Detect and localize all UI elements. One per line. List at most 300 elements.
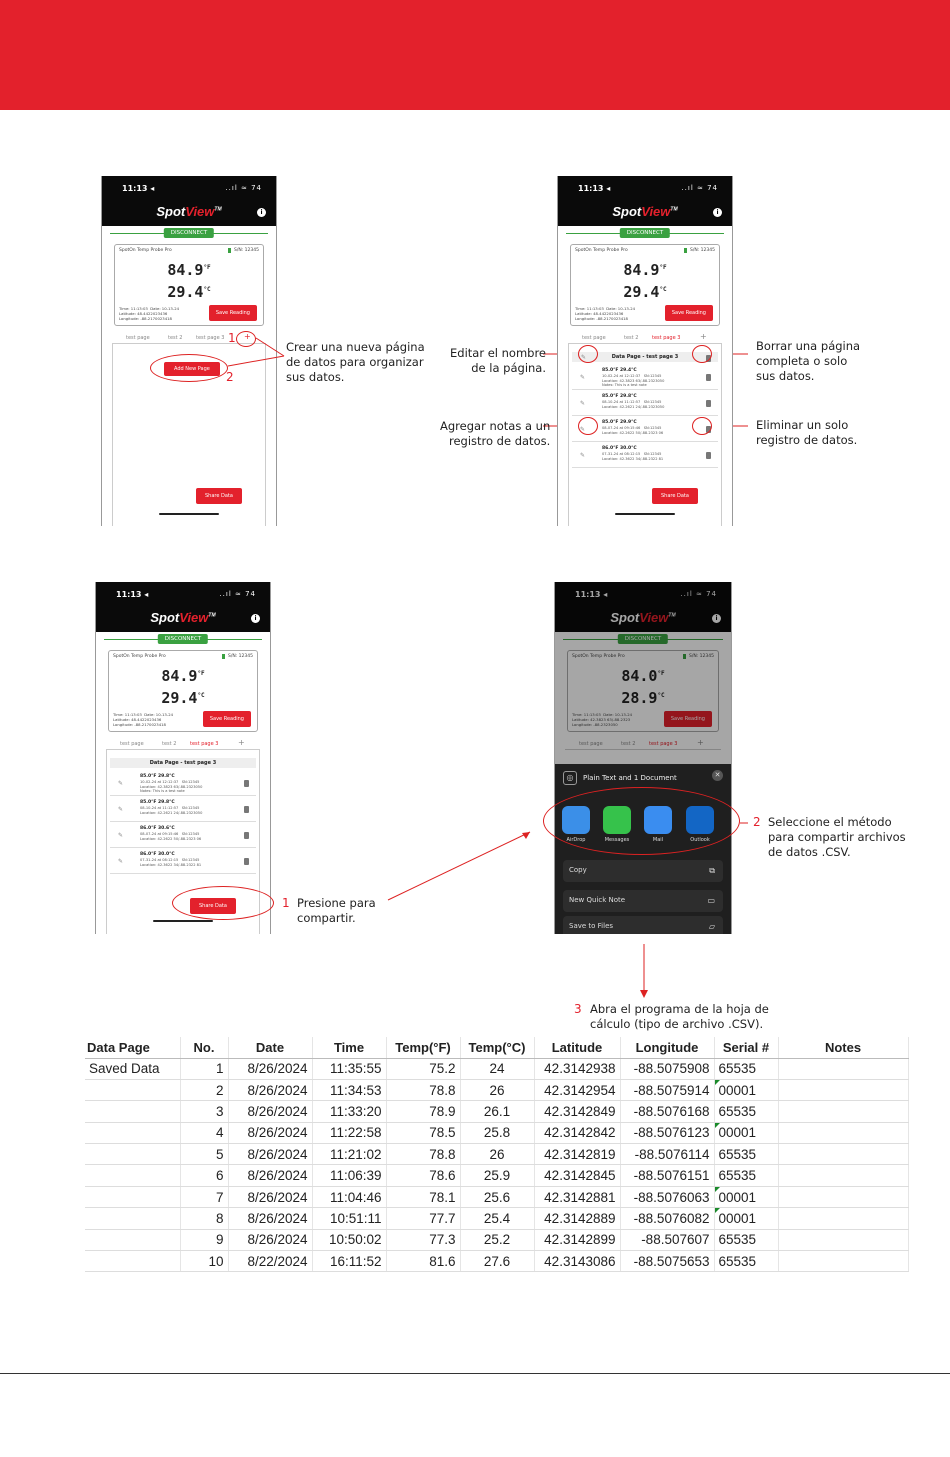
app-label: Outlook [690, 837, 710, 843]
highlight-ring [236, 331, 256, 347]
note-icon: ▭ [707, 896, 715, 905]
table-cell[interactable]: 00001 [714, 1122, 778, 1143]
quick-note-action[interactable] [563, 890, 723, 912]
row-temps: 85.0°F 29.4°C [602, 368, 637, 373]
status-time: 11:13 ◂ [116, 590, 149, 599]
save-reading-button[interactable]: Save Reading [665, 305, 713, 321]
table-row [85, 1208, 908, 1229]
table-cell[interactable]: 78.8 [386, 1144, 460, 1165]
table-cell[interactable] [778, 1186, 908, 1207]
phone-header [102, 176, 276, 226]
spotview-logo [156, 204, 221, 219]
table-row [85, 1229, 908, 1250]
col-header: Serial # [714, 1037, 778, 1058]
table-cell[interactable] [85, 1101, 180, 1122]
data-page-title[interactable]: Data Page - test page 3 [572, 352, 718, 362]
row-temps: 86.0°F 30.0°C [602, 446, 637, 451]
table-cell[interactable] [778, 1229, 908, 1250]
page-tabs [568, 332, 722, 344]
trash-icon[interactable] [706, 452, 711, 459]
reading-meta: Time: 11:13:03 Date: 10-13-24 Latitude: 42.3823 63/-88.2323 Longitude: -88.2323050 [572, 712, 633, 727]
share-sheet-title: Plain Text and 1 Document [583, 774, 677, 782]
table-cell[interactable]: 8/26/2024 [228, 1229, 312, 1250]
table-cell[interactable]: 24 [460, 1058, 534, 1079]
temp-f-unit: °F [203, 264, 211, 271]
table-cell[interactable]: 8/22/2024 [228, 1251, 312, 1272]
list-item [572, 366, 718, 390]
table-cell[interactable]: 8/26/2024 [228, 1079, 312, 1100]
table-cell[interactable]: 42.3142954 [534, 1079, 620, 1100]
tab-test-2[interactable]: test 2 [624, 335, 639, 341]
temp-f-value: 84.9 [167, 261, 204, 279]
status-icons: ..ıl ≈ 74 [681, 184, 718, 192]
disconnect-button[interactable]: DISCONNECT [158, 634, 208, 644]
tab-test-page-3[interactable]: test page 3 [190, 741, 219, 747]
table-cell[interactable] [85, 1186, 180, 1207]
serial-number: S/N: 12345 [228, 248, 259, 253]
logo-view: View [179, 610, 209, 625]
copy-icon: ⧉ [709, 866, 715, 875]
col-header: No. [180, 1037, 228, 1058]
temp-c-unit: °C [657, 692, 665, 699]
table-cell[interactable]: 78.6 [386, 1165, 460, 1186]
temp-f-unit: °F [657, 670, 665, 677]
reading-meta: Time: 11:13:03 Date: 10-13-24 Latitude: 48.4422023436 Longitude: -88.2170023418 [113, 712, 174, 727]
data-area [568, 344, 722, 526]
table-cell[interactable]: Saved Data [85, 1058, 180, 1079]
callout-add-notes: Agregar notas a un registro de datos. [440, 419, 551, 448]
probe-name: SpotOn Temp Probe Pro [119, 248, 172, 253]
temp-f-value: 84.9 [161, 667, 198, 685]
dim-overlay [555, 582, 731, 764]
table-cell[interactable]: 00001 [714, 1186, 778, 1207]
table-cell[interactable] [778, 1079, 908, 1100]
table-row [85, 1058, 908, 1079]
info-icon[interactable]: i [713, 208, 722, 217]
logo-view: View [185, 204, 215, 219]
serial-number: S/N: 12345 [222, 654, 253, 659]
table-cell[interactable]: 26 [460, 1144, 534, 1165]
serial-number: S/N: 12345 [683, 654, 714, 659]
tab-test-page-3[interactable]: test page 3 [196, 335, 225, 341]
logo-spot: Spot [610, 610, 640, 625]
table-cell[interactable]: 78.5 [386, 1122, 460, 1143]
highlight-ring [543, 787, 740, 855]
logo-tm: TM [668, 612, 676, 619]
temp-f-unit: °F [197, 670, 205, 677]
highlight-ring [578, 417, 598, 435]
trash-icon[interactable] [706, 400, 711, 407]
step-number: 2 [753, 815, 761, 829]
table-cell[interactable]: 8/26/2024 [228, 1101, 312, 1122]
tab-test-page[interactable]: test page [126, 335, 150, 341]
col-header: Temp(°C) [460, 1037, 534, 1058]
logo-view: View [641, 204, 671, 219]
csv-spreadsheet [85, 1037, 909, 1272]
document-icon: ◎ [563, 771, 577, 785]
table-cell[interactable]: 9 [180, 1229, 228, 1250]
row-details: 10-02-24 at 12:12:37 SN:12345 Location: 42.3823 63/-88.2323050 Notes: This is a test note [602, 374, 665, 387]
table-cell[interactable]: 8 [180, 1208, 228, 1229]
note-icon[interactable]: ✎ [118, 806, 124, 813]
list-item [110, 824, 256, 848]
data-page-title[interactable]: Data Page - test page 3 [110, 758, 256, 768]
col-header: Time [312, 1037, 386, 1058]
table-cell[interactable]: 65535 [714, 1229, 778, 1250]
trash-icon[interactable] [244, 858, 249, 865]
add-tab-icon[interactable]: + [697, 738, 704, 747]
table-cell[interactable]: 26 [460, 1079, 534, 1100]
callout-press-share: Presione para compartir. [297, 896, 376, 925]
col-header: Latitude [534, 1037, 620, 1058]
row-details: 07-31-24 at 08:12:15 SN:12345 Location: 42.3622 34/-88.2322 81 [140, 858, 202, 867]
temp-fahrenheit [161, 667, 204, 685]
action-label: New Quick Note [569, 896, 626, 904]
table-cell[interactable]: 11:33:20 [312, 1101, 386, 1122]
table-cell[interactable]: 8/26/2024 [228, 1165, 312, 1186]
step-number: 1 [228, 331, 236, 345]
col-header: Date [228, 1037, 312, 1058]
callout-delete-page: Borrar una página completa o solo sus datos. [756, 339, 861, 383]
table-row [85, 1186, 908, 1207]
table-cell[interactable] [85, 1229, 180, 1250]
table-cell[interactable]: 6 [180, 1165, 228, 1186]
table-cell[interactable]: -88.5076168 [620, 1101, 714, 1122]
note-icon[interactable]: ✎ [580, 400, 586, 407]
col-header: Data Page [85, 1037, 180, 1058]
table-cell[interactable]: 3 [180, 1101, 228, 1122]
phone-screenshot-share [95, 582, 271, 934]
tab-test-2[interactable]: test 2 [162, 741, 177, 747]
table-cell[interactable]: 11:06:39 [312, 1165, 386, 1186]
row-details: 08-10-24 at 11:12:57 SN:12345 Location: 42.2621 24/-88.2323050 [602, 400, 665, 409]
header-band [0, 0, 950, 110]
probe-name: SpotOn Temp Probe Pro [572, 654, 625, 659]
table-row [85, 1251, 908, 1272]
add-tab-icon[interactable]: + [244, 332, 251, 341]
table-cell[interactable]: -88.5076123 [620, 1122, 714, 1143]
table-cell[interactable] [778, 1165, 908, 1186]
table-cell[interactable]: 8/26/2024 [228, 1208, 312, 1229]
add-tab-icon[interactable]: + [238, 738, 245, 747]
list-item [572, 392, 718, 416]
app-label: Messages [604, 837, 630, 843]
logo-spot: Spot [156, 204, 186, 219]
page-tabs [106, 738, 260, 750]
note-icon[interactable]: ✎ [580, 374, 586, 381]
callout-edit-name: Editar el nombre de la página. [450, 346, 547, 375]
table-cell[interactable]: 65535 [714, 1144, 778, 1165]
table-cell[interactable]: 42.3142842 [534, 1122, 620, 1143]
step-number: 3 [574, 1002, 582, 1016]
phone-header [96, 582, 270, 632]
table-cell[interactable]: 42.3142819 [534, 1144, 620, 1165]
temp-c-unit: °C [659, 286, 667, 293]
col-header: Notes [778, 1037, 908, 1058]
note-icon[interactable]: ✎ [118, 832, 124, 839]
table-cell[interactable]: 75.2 [386, 1058, 460, 1079]
disconnect-button[interactable]: DISCONNECT [618, 634, 668, 644]
table-cell[interactable]: -88.5076114 [620, 1144, 714, 1165]
table-cell[interactable]: 8/26/2024 [228, 1058, 312, 1079]
table-cell[interactable]: 8/26/2024 [228, 1144, 312, 1165]
add-new-page-button[interactable]: Add New Page [164, 362, 220, 376]
table-cell[interactable] [778, 1122, 908, 1143]
table-row [85, 1144, 908, 1165]
table-cell[interactable] [85, 1079, 180, 1100]
table-cell[interactable]: 00001 [714, 1208, 778, 1229]
table-cell[interactable] [778, 1251, 908, 1272]
reading-card [570, 244, 720, 326]
reading-meta: Time: 11:13:03 Date: 10-13-24 Latitude: 48.4422023436 Longitude: -88.2170023418 [575, 306, 636, 321]
table-cell[interactable]: 25.4 [460, 1208, 534, 1229]
highlight-ring [692, 345, 712, 363]
row-details: 08-07-24 at 09:15:46 SN:12345 Location: 42.2622 50/-88.2323 06 [602, 426, 664, 435]
info-icon[interactable]: i [251, 614, 260, 623]
row-temps: 85.0°F 29.8°C [140, 774, 175, 779]
tab-test-page-3[interactable]: test page 3 [652, 335, 681, 341]
temp-f-value: 84.9 [623, 261, 660, 279]
trash-icon[interactable] [244, 780, 249, 787]
copy-action[interactable] [563, 860, 723, 882]
highlight-ring [150, 354, 228, 382]
logo-tm: TM [670, 206, 678, 213]
table-cell[interactable]: 11:34:53 [312, 1079, 386, 1100]
temp-fahrenheit [167, 261, 210, 279]
table-cell[interactable]: 11:22:58 [312, 1122, 386, 1143]
table-cell[interactable]: 78.8 [386, 1079, 460, 1100]
table-cell[interactable]: 65535 [714, 1251, 778, 1272]
table-cell[interactable]: 1 [180, 1058, 228, 1079]
table-cell[interactable] [85, 1122, 180, 1143]
table-cell[interactable] [85, 1165, 180, 1186]
table-cell[interactable] [778, 1101, 908, 1122]
status-icons: ..ıl ≈ 74 [219, 590, 256, 598]
table-cell[interactable] [85, 1251, 180, 1272]
temp-f-unit: °F [659, 264, 667, 271]
edit-icon[interactable]: ✎ [581, 354, 587, 361]
highlight-ring [692, 417, 712, 435]
trash-icon[interactable] [706, 374, 711, 381]
action-label: Save to Files [569, 922, 614, 930]
home-indicator [615, 513, 675, 515]
logo-tm: TM [214, 206, 222, 213]
temp-celsius [623, 283, 666, 301]
table-cell[interactable]: 25.2 [460, 1229, 534, 1250]
trash-icon[interactable] [244, 832, 249, 839]
table-cell[interactable]: 8/26/2024 [228, 1122, 312, 1143]
status-time: 11:13 ◂ [578, 184, 611, 193]
footer-rule [0, 1373, 950, 1374]
row-details: 07-31-24 at 08:12:15 SN:12345 Location: 42.3622 34/-88.2322 81 [602, 452, 664, 461]
save-reading-button[interactable]: Save Reading [209, 305, 257, 321]
row-temps: 85.0°F 29.9°C [602, 420, 637, 425]
tab-test-page[interactable]: test page [120, 741, 144, 747]
list-item [110, 850, 256, 874]
phone-screenshot-add-page [101, 176, 277, 526]
table-cell[interactable]: 10 [180, 1251, 228, 1272]
table-cell[interactable]: 77.7 [386, 1208, 460, 1229]
reading-card [108, 650, 258, 732]
probe-name: SpotOn Temp Probe Pro [575, 248, 628, 253]
table-row [85, 1122, 908, 1143]
list-item [110, 772, 256, 796]
close-icon[interactable]: ✕ [712, 770, 723, 781]
table-cell[interactable]: 42.3142899 [534, 1229, 620, 1250]
table-cell[interactable] [778, 1208, 908, 1229]
callout-open-spreadsheet: Abra el programa de la hoja de cálculo (tipo de archivo .CSV). [590, 1002, 769, 1031]
table-cell[interactable]: 65535 [714, 1058, 778, 1079]
probe-name: SpotOn Temp Probe Pro [113, 654, 166, 659]
table-cell[interactable]: 65535 [714, 1165, 778, 1186]
table-cell[interactable]: 11:21:02 [312, 1144, 386, 1165]
table-cell[interactable]: 11:35:55 [312, 1058, 386, 1079]
share-data-button[interactable]: Share Data [196, 488, 242, 504]
status-time: 11:13 ◂ [575, 590, 608, 599]
disconnect-button[interactable]: DISCONNECT [164, 228, 214, 238]
row-temps: 86.0°F 30.6°C [140, 826, 175, 831]
temp-fahrenheit [623, 261, 666, 279]
info-icon[interactable]: i [257, 208, 266, 217]
table-row [85, 1165, 908, 1186]
spotview-logo [150, 610, 215, 625]
table-cell[interactable]: 26.1 [460, 1101, 534, 1122]
phone-header [558, 176, 732, 226]
table-cell[interactable]: 42.3143086 [534, 1251, 620, 1272]
status-icons: ..ıl ≈ 74 [680, 590, 717, 598]
temp-c-value: 28.9 [621, 689, 658, 707]
highlight-ring [578, 345, 598, 363]
table-cell[interactable]: 10:51:11 [312, 1208, 386, 1229]
action-label: Copy [569, 866, 587, 874]
table-cell[interactable]: 7 [180, 1186, 228, 1207]
table-cell[interactable]: 27.6 [460, 1251, 534, 1272]
callout-create-page: Crear una nueva página de datos para organizar sus datos. [286, 340, 425, 384]
table-cell[interactable]: 77.3 [386, 1229, 460, 1250]
table-cell[interactable]: 16:11:52 [312, 1251, 386, 1272]
note-icon[interactable]: ✎ [118, 858, 124, 865]
status-time: 11:13 ◂ [122, 184, 155, 193]
table-cell[interactable]: 11:04:46 [312, 1186, 386, 1207]
table-cell[interactable]: 10:50:02 [312, 1229, 386, 1250]
highlight-ring [172, 886, 274, 920]
logo-spot: Spot [150, 610, 180, 625]
app-label: AirDrop [566, 837, 586, 843]
serial-number: S/N: 12345 [684, 248, 715, 253]
table-cell[interactable]: -88.5075908 [620, 1058, 714, 1079]
table-cell[interactable]: 81.6 [386, 1251, 460, 1272]
table-row [85, 1079, 908, 1100]
app-label: Mail [652, 837, 664, 843]
temp-celsius [161, 689, 204, 707]
table-cell[interactable] [85, 1144, 180, 1165]
table-cell[interactable]: -88.507607 [620, 1229, 714, 1250]
trash-icon[interactable] [244, 806, 249, 813]
table-cell[interactable] [85, 1208, 180, 1229]
row-temps: 86.0°F 30.0°C [140, 852, 175, 857]
table-cell[interactable] [778, 1058, 908, 1079]
table-cell[interactable]: 25.9 [460, 1165, 534, 1186]
table-cell[interactable]: 25.8 [460, 1122, 534, 1143]
row-temps: 85.0°F 29.8°C [140, 800, 175, 805]
table-cell[interactable]: -88.5076082 [620, 1208, 714, 1229]
share-data-button[interactable]: Share Data [190, 898, 236, 914]
table-cell[interactable]: -88.5075653 [620, 1251, 714, 1272]
note-icon[interactable]: ✎ [580, 426, 586, 433]
home-indicator [153, 920, 213, 922]
add-tab-icon[interactable]: + [700, 332, 707, 341]
step-number: 1 [282, 896, 290, 910]
temp-c-unit: °C [197, 692, 205, 699]
share-data-button[interactable]: Share Data [652, 488, 698, 504]
table-cell[interactable]: 42.3142938 [534, 1058, 620, 1079]
tab-test-page[interactable]: test page [582, 335, 606, 341]
table-cell[interactable] [778, 1144, 908, 1165]
temp-c-unit: °C [203, 286, 211, 293]
logo-spot: Spot [612, 204, 642, 219]
col-header: Temp(°F) [386, 1037, 460, 1058]
table-cell[interactable]: 42.3142881 [534, 1186, 620, 1207]
table-cell[interactable]: -88.5076063 [620, 1186, 714, 1207]
col-header: Longitude [620, 1037, 714, 1058]
row-details: 08-07-24 at 09:15:46 SN:12345 Location: 42.2622 50/-88.2323 06 [140, 832, 202, 841]
step-number: 2 [226, 370, 234, 384]
info-icon[interactable]: i [712, 614, 721, 623]
table-cell[interactable]: 65535 [714, 1101, 778, 1122]
table-cell[interactable]: 25.6 [460, 1186, 534, 1207]
table-cell[interactable]: 42.3142849 [534, 1101, 620, 1122]
temp-c-value: 29.4 [167, 283, 204, 301]
table-cell[interactable]: 78.9 [386, 1101, 460, 1122]
table-cell[interactable]: 42.3142889 [534, 1208, 620, 1229]
tab-test-2[interactable]: test 2 [168, 335, 183, 341]
list-item [572, 444, 718, 468]
tab-test-page[interactable]: test page [579, 741, 603, 747]
note-icon[interactable]: ✎ [118, 780, 124, 787]
callout-select-method: Seleccione el método para compartir archivos de datos .CSV. [768, 815, 906, 859]
row-details: 08-10-24 at 11:12:57 SN:12345 Location: 42.2621 24/-88.2323050 [140, 806, 203, 815]
table-cell[interactable]: 2 [180, 1079, 228, 1100]
table-cell[interactable]: 5 [180, 1144, 228, 1165]
spotview-logo [612, 204, 677, 219]
status-icons: ..ıl ≈ 74 [225, 184, 262, 192]
folder-icon: ▱ [708, 922, 715, 931]
note-icon[interactable]: ✎ [580, 452, 586, 459]
table-cell[interactable]: -88.5075914 [620, 1079, 714, 1100]
temp-celsius [167, 283, 210, 301]
table-row [85, 1101, 908, 1122]
temp-c-value: 29.4 [623, 283, 660, 301]
table-cell[interactable]: -88.5076151 [620, 1165, 714, 1186]
row-temps: 85.0°F 29.8°C [602, 394, 637, 399]
tab-test-page-3[interactable]: test page 3 [649, 741, 678, 747]
table-cell[interactable]: 4 [180, 1122, 228, 1143]
table-header-row [85, 1037, 908, 1058]
reading-card [114, 244, 264, 326]
home-indicator [159, 513, 219, 515]
disconnect-button[interactable]: DISCONNECT [620, 228, 670, 238]
temp-f-value: 84.0 [621, 667, 658, 685]
table-cell[interactable]: 8/26/2024 [228, 1186, 312, 1207]
save-reading-button[interactable]: Save Reading [664, 711, 712, 727]
save-reading-button[interactable]: Save Reading [203, 711, 251, 727]
tab-test-2[interactable]: test 2 [621, 741, 636, 747]
table-cell[interactable]: 00001 [714, 1079, 778, 1100]
table-cell[interactable]: 42.3142845 [534, 1165, 620, 1186]
phone-screenshot-share-sheet [554, 582, 732, 934]
table-cell[interactable]: 78.1 [386, 1186, 460, 1207]
save-to-files-action[interactable] [563, 916, 723, 934]
